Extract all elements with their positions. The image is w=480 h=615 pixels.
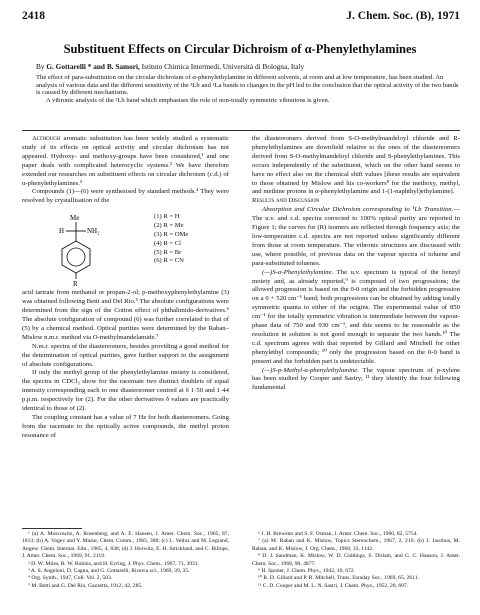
- body-paragraph: If only the methyl group of the phenylethylamine moiety is considered, the spectra in CDCl₃ show for the racemate two distinct doublets of equal intensity corresponding each to one diastereomer centred at δ 1·50 and 1·44 p.p.m. respectively for (2). For the other derivatives δ values are practically identical to those of (2).: [22, 369, 229, 413]
- abstract: [36, 74, 460, 104]
- structure-label-h: H: [59, 227, 65, 236]
- body-paragraph: Absorption and Circular Dichroism corresponding to ¹Lb Transition.—The u.v. and c.d. spectra corrected to 100% optical purity are reported in Figure 1; the curves for (R) isomers are reflected through frequency axis; the low-temperature c.d. spectra are not reported unless significantly different from those at room temperature. The vibronic structures are discussed with use, where possible, of previous data on the vapour spectra of toluene and para-substituted toluenes.: [252, 206, 460, 267]
- footnote-divider: [22, 528, 82, 529]
- footnotes-right: [252, 531, 460, 590]
- substituent-item: (1) R = H: [154, 213, 180, 221]
- footnote: ³ A. S. Angeloni, D. Cagna, and G. Gottarelli, Ricerca sci., 1969, 39, 35.: [28, 567, 190, 574]
- substituent-item: (3) R = OMe: [154, 230, 189, 238]
- abstract-paragraph: A vibronic analysis of the ¹Lb band which emphasises the role of non-totally symmetric vibrations is given.: [46, 96, 330, 104]
- substituent-list: [154, 213, 188, 266]
- phenylethylamine-structure-diagram: [40, 211, 130, 287]
- page-number: 2418: [22, 10, 45, 22]
- body-paragraph: N.m.r. spectra of the diastereomers, besides providing a good method for the determination of optical purities, gave further support to the assignment of absolute configurations.: [22, 342, 229, 368]
- left-column: [22, 135, 229, 441]
- journal-citation: J. Chem. Soc. (B), 1971: [346, 10, 460, 22]
- abstract-paragraph: The effect of para-substitution on the circular dichroism of α-phenylethylamine in different solvents, at room and at low temperature, has been studied. An analysis of various data and the different sensitivity of the ¹Lb and ¹La bands to changes in the pH led to the conclusion that the optical activity of the two bands is caused by different mechanisms.: [36, 74, 459, 97]
- substituent-item: (6) R = CN: [154, 257, 184, 265]
- footnote: ⁶ J. H. Brewster and S. F. Osman, J. Amer. Chem. Soc., 1960, 82, 5754.: [258, 531, 418, 537]
- body-paragraph: (—)S-α-Phenylethylamine. The u.v. spectrum is typical of the benzyl moiety and, as already reported,⁹ is composed of two progressions; the allowed progression is based on the 0-0 origin and the forbidden progression on a 0 + 520 cm⁻¹ band; both progressions can be obtained by adding totally symmetric quanta to either of the origins. The experimental value of 850 cm⁻¹ for the totally symmetric vibration is intermediate between the vapour-phase data of 750 and 930 cm⁻¹, and this seems to be reasonable as the resolution in solution is not good enough to separate the two bands.¹⁰ The c.d. spectrum agrees with that reported by Gillard and Mitchell for other phenylethyl compounds; ¹⁰ only the progression based on the 0-0 band is present and the forbidden part is undetectable.: [252, 268, 460, 365]
- body-paragraph: the diastereomers derived from S-O-methylmandeloyl chloride and R-phenylethylamines are downfield relative to the ones of the diastereomers derived from S-O-methylmandeloyl chloride and S-phenylethylamines. This occurs independently of the substituent, which on the other hand seems to have no effect also on the chemical shift values [these results are equivalent to those obtained by Mislow and his co-workers⁸ for the methoxy, methyl, and methine protons in α-phenylethylamine and 1-(1-naphthyl)ethylamine].: [252, 135, 460, 196]
- body-paragraph: (—)S-p-Methyl-α-phenylethylamine. The vapour spectrum of p-xylene has been studied by Cooper and Sastry; ¹¹ they identify the four following fundamental: [252, 366, 460, 392]
- compound-heading: (—)S-p-Methyl-α-phenylethylamine.: [262, 366, 359, 374]
- author-prefix: By: [36, 62, 47, 71]
- body-paragraph: Although aromatic substitution has been widely studied a systematic study of its effects on optical activity and circular dichroism has not appeared. Hydroxy- and methoxy-groups have been considered,¹ and one paper deals with complicated heterocyclic systems.² We have therefore extended our researches on substituent effects on circular dichroism (c.d.) of α-phenylethylamines.³: [22, 135, 229, 187]
- footnotes-left: [22, 531, 229, 590]
- footnote: ¹¹ C. D. Cooper and M. L. N. Sastri, J. Chem. Phys., 1952, 20, 607.: [258, 582, 409, 589]
- compound-heading: (—)S-α-Phenylethylamine.: [262, 268, 334, 276]
- running-header: [22, 10, 460, 24]
- author-affiliation: Istituto Chimica Intermedi, Università di Bologna, Italy: [139, 62, 305, 71]
- abstract-divider: [22, 130, 460, 131]
- substituent-item: (4) R = Cl: [154, 239, 181, 247]
- section-heading: Results and Discussion: [252, 197, 320, 205]
- footnote: ¹ (a) A. Moscowitz, A. Rosenberg, and A. E. Hansen, J. Amer. Chem. Soc., 1965, 87, 1813; (b) A. Vogev and Y. Mazur, Chem. Comm., 1965, 388; (c) L. Velluz and M. Legrand, Angew. Chem. Internat. Edn., 1965, 4, 838; (d) J. Horwitz, E. H. Strickland, and C. Billups, J. Amer. Chem. Soc., 1969, 91, 2119.: [22, 531, 229, 560]
- author-line: [36, 62, 460, 71]
- footnote: ⁵ M. Betti and G. Del Rio, Gazzetta, 1912, 42, 285.: [28, 582, 143, 589]
- footnote: ⁸ D. J. Sandman, K. Mislow, W. D. Giddings, S. Dirlam, and G. C. Hanson, J. Amer. Chem. Soc., 1968, 90, 4877.: [252, 553, 460, 567]
- body-paragraph: Compounds (1)—(6) were synthesised by standard methods.⁴ They were resolved by crystallisation of the: [22, 188, 229, 205]
- footnote: ⁷ (a) M. Raban and K. Mislow, Topics Stereochem., 1967, 2, 216; (b) J. Jacobus, M. Raban, and K. Mislow, J. Org. Chem., 1968, 33, 1142.: [252, 538, 460, 552]
- author-names: G. Gottarelli * and B. Samorì,: [46, 62, 140, 71]
- structure-label-amine: NH₂: [87, 227, 100, 236]
- substituent-item: (5) R = Br: [154, 248, 182, 256]
- lead-word: Although: [32, 135, 61, 142]
- body-paragraph: acid tartrate from methanol or propan-2-ol; p-methoxyphenylethylamine (3) was obtained following Betti and Del Rio.⁵ The absolute configurations were determined from the sign of the Cotton effect of phthalimido-derivatives.⁶ The absolute configuration of compound (6) was further correlated to that of (5) by a chemical method. Optical purities were determined by the Raban–Mislow n.m.r. method via O-methylmandelamide.⁷: [22, 289, 229, 341]
- article-title: Substituent Effects on Circular Dichroism of α-Phenylethylamines: [63, 42, 417, 56]
- right-column: [252, 135, 460, 393]
- footnote: ⁹ H. Sponer, J. Chem. Phys., 1942, 10, 672.: [258, 567, 355, 574]
- footnote: ² D. W. Miles, R. W. Robins, and H. Eyring, J. Phys. Chem., 1967, 71, 3931.: [28, 560, 200, 567]
- footnote: ⁴ Org. Synth., 1947, Coll. Vol. 2, 503.: [28, 575, 113, 582]
- substituent-item: (2) R = Me: [154, 222, 184, 230]
- footnote: ¹⁰ R. D. Gillard and P. R. Mitchell, Trans. Faraday Soc., 1969, 65, 2611.: [258, 575, 419, 582]
- structure-label-top: Me: [70, 214, 80, 223]
- body-paragraph: The coupling constant has a value of 7 Hz for both diastereomers. Going from the racemate to the optically active compounds, the methyl proton resonance of: [22, 413, 229, 439]
- structure-label-r: R: [73, 280, 78, 288]
- subsection-heading: Absorption and Circular Dichroism corresponding to ¹Lb Transition.: [262, 206, 454, 214]
- chemical-structure: [22, 209, 229, 287]
